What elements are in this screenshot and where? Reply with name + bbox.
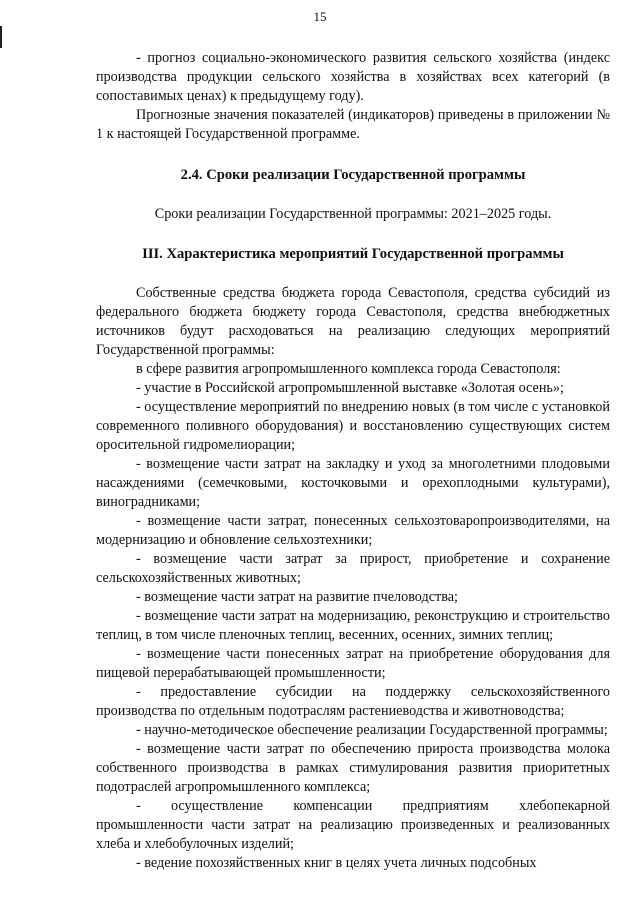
list-item: - предоставление субсидии на поддержку сельскохозяйственного производства по отдельным подотраслям растениеводства и животноводства; [96,684,610,719]
list-item: - возмещение части затрат на модернизацию, реконструкцию и строительство теплиц, в том числе пленочных теплиц, весенних, осенних, зимних теплиц; [96,608,610,643]
list-item: - возмещение части затрат за прирост, приобретение и сохранение сельскохозяйственных животных; [96,551,610,586]
list-item: - ведение похозяйственных книг в целях учета личных подсобных [136,855,537,871]
list-item: - участие в Российской агропромышленной выставке «Золотая осень»; [136,380,564,396]
list-item: - осуществление мероприятий по внедрению новых (в том числе с установкой современного поливного оборудования) и восстановлению существующих систем оросительной гидромелиорации; [96,399,610,453]
paragraph: Сроки реализации Государственной программы: 2021–2025 годы. [154,206,552,222]
list-item: - возмещение части затрат по обеспечению прироста производства молока собственного производства в рамках стимулирования развития приоритетных подотраслей агропромышленного комплекса; [96,741,610,795]
list-item: - осуществление компенсации предприятиям хлебопекарной промышленности части затрат на реализацию произведенных и реализованных хлеба и хлебобулочных изделий; [96,798,610,852]
paragraph: в сфере развития агропромышленного комплекса города Севастополя: [136,361,561,377]
list-item: - возмещение части понесенных затрат на приобретение оборудования для пищевой перерабатывающей промышленности; [96,646,610,681]
paragraph: - прогноз социально-экономического развития сельского хозяйства (индекс производства продукции сельского хозяйства в хозяйствах всех категорий (в сопоставимых ценах) к предыдущему году). [96,50,610,104]
paragraph: Прогнозные значения показателей (индикаторов) приведены в приложении № 1 к настоящей Государственной программе. [96,107,610,142]
section-heading-3: III. Характеристика мероприятий Государственной программы [142,246,564,262]
paragraph: Собственные средства бюджета города Севастополя, средства субсидий из федерального бюджета бюджету города Севастополя, средства внебюджетных источников будут расходоваться на реализацию следующих мероприятий Государственной программы: [96,285,610,358]
list-item: - возмещение части затрат на закладку и уход за многолетними плодовыми насаждениями (семечковыми, косточковыми и орехоплодными культурами), виноградниками; [96,456,610,510]
page-number: 15 [313,9,327,24]
page-content [96,49,610,873]
list-item: - научно-методическое обеспечение реализации Государственной программы; [136,722,608,738]
section-heading-2-4: 2.4. Сроки реализации Государственной программы [180,167,526,183]
list-item: - возмещение части затрат, понесенных сельхозтоваропроизводителями, на модернизацию и обновление сельхозтехники; [96,513,610,548]
list-item: - возмещение части затрат на развитие пчеловодства; [136,589,458,605]
scan-edge-mark [0,26,2,48]
